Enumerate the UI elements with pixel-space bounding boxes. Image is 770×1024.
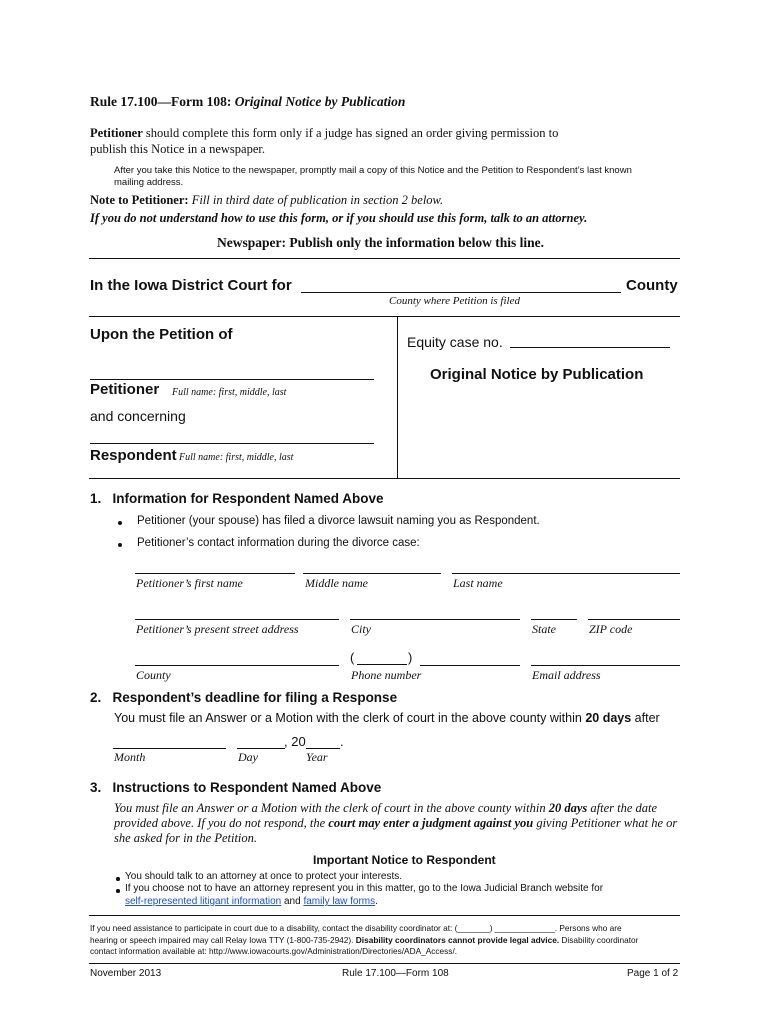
section-1-bullet-2: Petitioner’s contact information during the divorce case: [137, 537, 420, 549]
important-bullet-2: If you choose not to have an attorney represent you in this matter, go to the Iowa Judicial Branch website for [125, 883, 604, 894]
note-to-petitioner: Note to Petitioner: Fill in third date of publication in section 2 below. [90, 193, 444, 207]
divider-caption-bottom [89, 478, 680, 479]
deadline-year-prefix: , 20 [284, 734, 306, 749]
state-label: State [532, 622, 556, 636]
county-hint: County where Petition is filed [389, 295, 520, 307]
first-name-label: Petitioner’s first name [136, 576, 243, 590]
petitioner-name-input[interactable] [90, 379, 374, 380]
phone-area-close: ) [408, 650, 413, 665]
self-represented-link[interactable]: self-represented litigant information [125, 896, 282, 907]
caption-vertical-divider [397, 316, 398, 478]
month-label: Month [114, 750, 146, 764]
zip-label: ZIP code [589, 622, 633, 636]
bullet-icon [118, 543, 122, 547]
important-bullet-1: You should talk to an attorney at once to protect your interests. [125, 871, 403, 882]
section-2-text: You must file an Answer or a Motion with the clerk of court in the above county within 20 days after [114, 711, 660, 725]
bullet-icon [116, 889, 120, 893]
middle-name-input[interactable] [303, 573, 441, 574]
petitioner-label: Petitioner [90, 381, 160, 398]
disability-line-3: contact information available at: http://www.iowacourts.gov/Administration/Directories/ADA_Access/. [90, 946, 458, 956]
county-contact-input[interactable] [135, 665, 339, 666]
divider-footer [89, 963, 680, 964]
form-rule-title: Rule 17.100—Form 108: Original Notice by Publication [90, 94, 406, 109]
intro-line-2: publish this Notice in a newspaper. [90, 142, 265, 156]
court-label: In the Iowa District Court for [90, 277, 292, 294]
last-name-input[interactable] [452, 573, 680, 574]
important-notice-title: Important Notice to Respondent [313, 853, 496, 867]
equity-case-input[interactable] [510, 347, 670, 348]
section-1-heading: 1. Information for Respondent Named Above [90, 491, 384, 506]
phone-label: Phone number [351, 668, 422, 682]
respondent-label: Respondent [90, 447, 177, 464]
bullet-icon [116, 877, 120, 881]
respondent-name-hint: Full name: first, middle, last [179, 452, 294, 463]
intro-line-1: Petitioner should complete this form only if a judge has signed an order giving permission to [90, 126, 559, 140]
day-label: Day [238, 750, 258, 764]
middle-name-label: Middle name [305, 576, 368, 590]
email-label: Email address [532, 668, 601, 682]
first-name-input[interactable] [135, 573, 295, 574]
mail-instruction-line-2: mailing address. [114, 177, 184, 188]
deadline-month-input[interactable] [113, 748, 226, 749]
newspaper-instruction: Newspaper: Publish only the information below this line. [217, 235, 545, 250]
and-concerning-label: and concerning [90, 408, 186, 424]
state-input[interactable] [531, 619, 577, 620]
divider-caption-top [89, 316, 680, 317]
petition-of-label: Upon the Petition of [90, 326, 233, 343]
email-input[interactable] [531, 665, 680, 666]
divider-top [89, 258, 680, 259]
respondent-name-input[interactable] [90, 443, 374, 444]
city-label: City [351, 622, 371, 636]
section-3-heading: 3. Instructions to Respondent Named Above [90, 780, 382, 795]
family-law-forms-link[interactable]: family law forms [303, 896, 376, 907]
county-input[interactable] [301, 292, 621, 293]
attorney-warning: If you do not understand how to use this form, or if you should use this form, talk to an attorney. [90, 211, 588, 225]
last-name-label: Last name [453, 576, 503, 590]
city-input[interactable] [350, 619, 520, 620]
disability-line-2: hearing or speech impaired may call Relay Iowa TTY (1-800-735-2942). Disability coordinators cannot provide legal advice. Disability coordinator [90, 935, 639, 945]
county-contact-label: County [136, 668, 171, 682]
section-3-line-2: provided above. If you do not respond, the court may enter a judgment against you giving Petitioner what he or [114, 816, 678, 830]
petitioner-name-hint: Full name: first, middle, last [172, 387, 287, 398]
footer-form: Rule 17.100—Form 108 [342, 968, 449, 979]
county-label: County [626, 277, 678, 294]
equity-case-label: Equity case no. [407, 334, 503, 350]
form-title: Original Notice by Publication [430, 366, 644, 383]
zip-input[interactable] [588, 619, 680, 620]
bullet-icon [118, 521, 122, 525]
divider-disability [89, 915, 680, 916]
phone-area-open: ( [350, 650, 355, 665]
year-label: Year [306, 750, 328, 764]
section-1-bullet-1: Petitioner (your spouse) has filed a divorce lawsuit naming you as Respondent. [137, 515, 540, 527]
street-address-input[interactable] [135, 619, 339, 620]
disability-line-1: If you need assistance to participate in court due to a disability, contact the disability coordinator at: (_______) _____________. Persons who are [90, 923, 622, 933]
footer-page: Page 1 of 2 [627, 968, 679, 979]
important-bullet-2-links: self-represented litigant information and family law forms. [125, 896, 378, 907]
mail-instruction-line-1: After you take this Notice to the newspaper, promptly mail a copy of this Notice and the Petition to Respondent’s last known [114, 165, 632, 176]
section-2-heading: 2. Respondent’s deadline for filing a Response [90, 690, 398, 705]
deadline-day-input[interactable] [237, 748, 285, 749]
deadline-period: . [340, 734, 344, 749]
section-3-line-1: You must file an Answer or a Motion with the clerk of court in the above county within 20 days after the date [114, 801, 658, 815]
phone-area-code-input[interactable] [357, 664, 407, 665]
phone-number-input[interactable] [420, 665, 520, 666]
street-address-label: Petitioner’s present street address [136, 622, 299, 636]
section-3-line-3: she asked for in the Petition. [114, 831, 258, 845]
deadline-year-input[interactable] [306, 748, 340, 749]
footer-date: November 2013 [90, 968, 162, 979]
